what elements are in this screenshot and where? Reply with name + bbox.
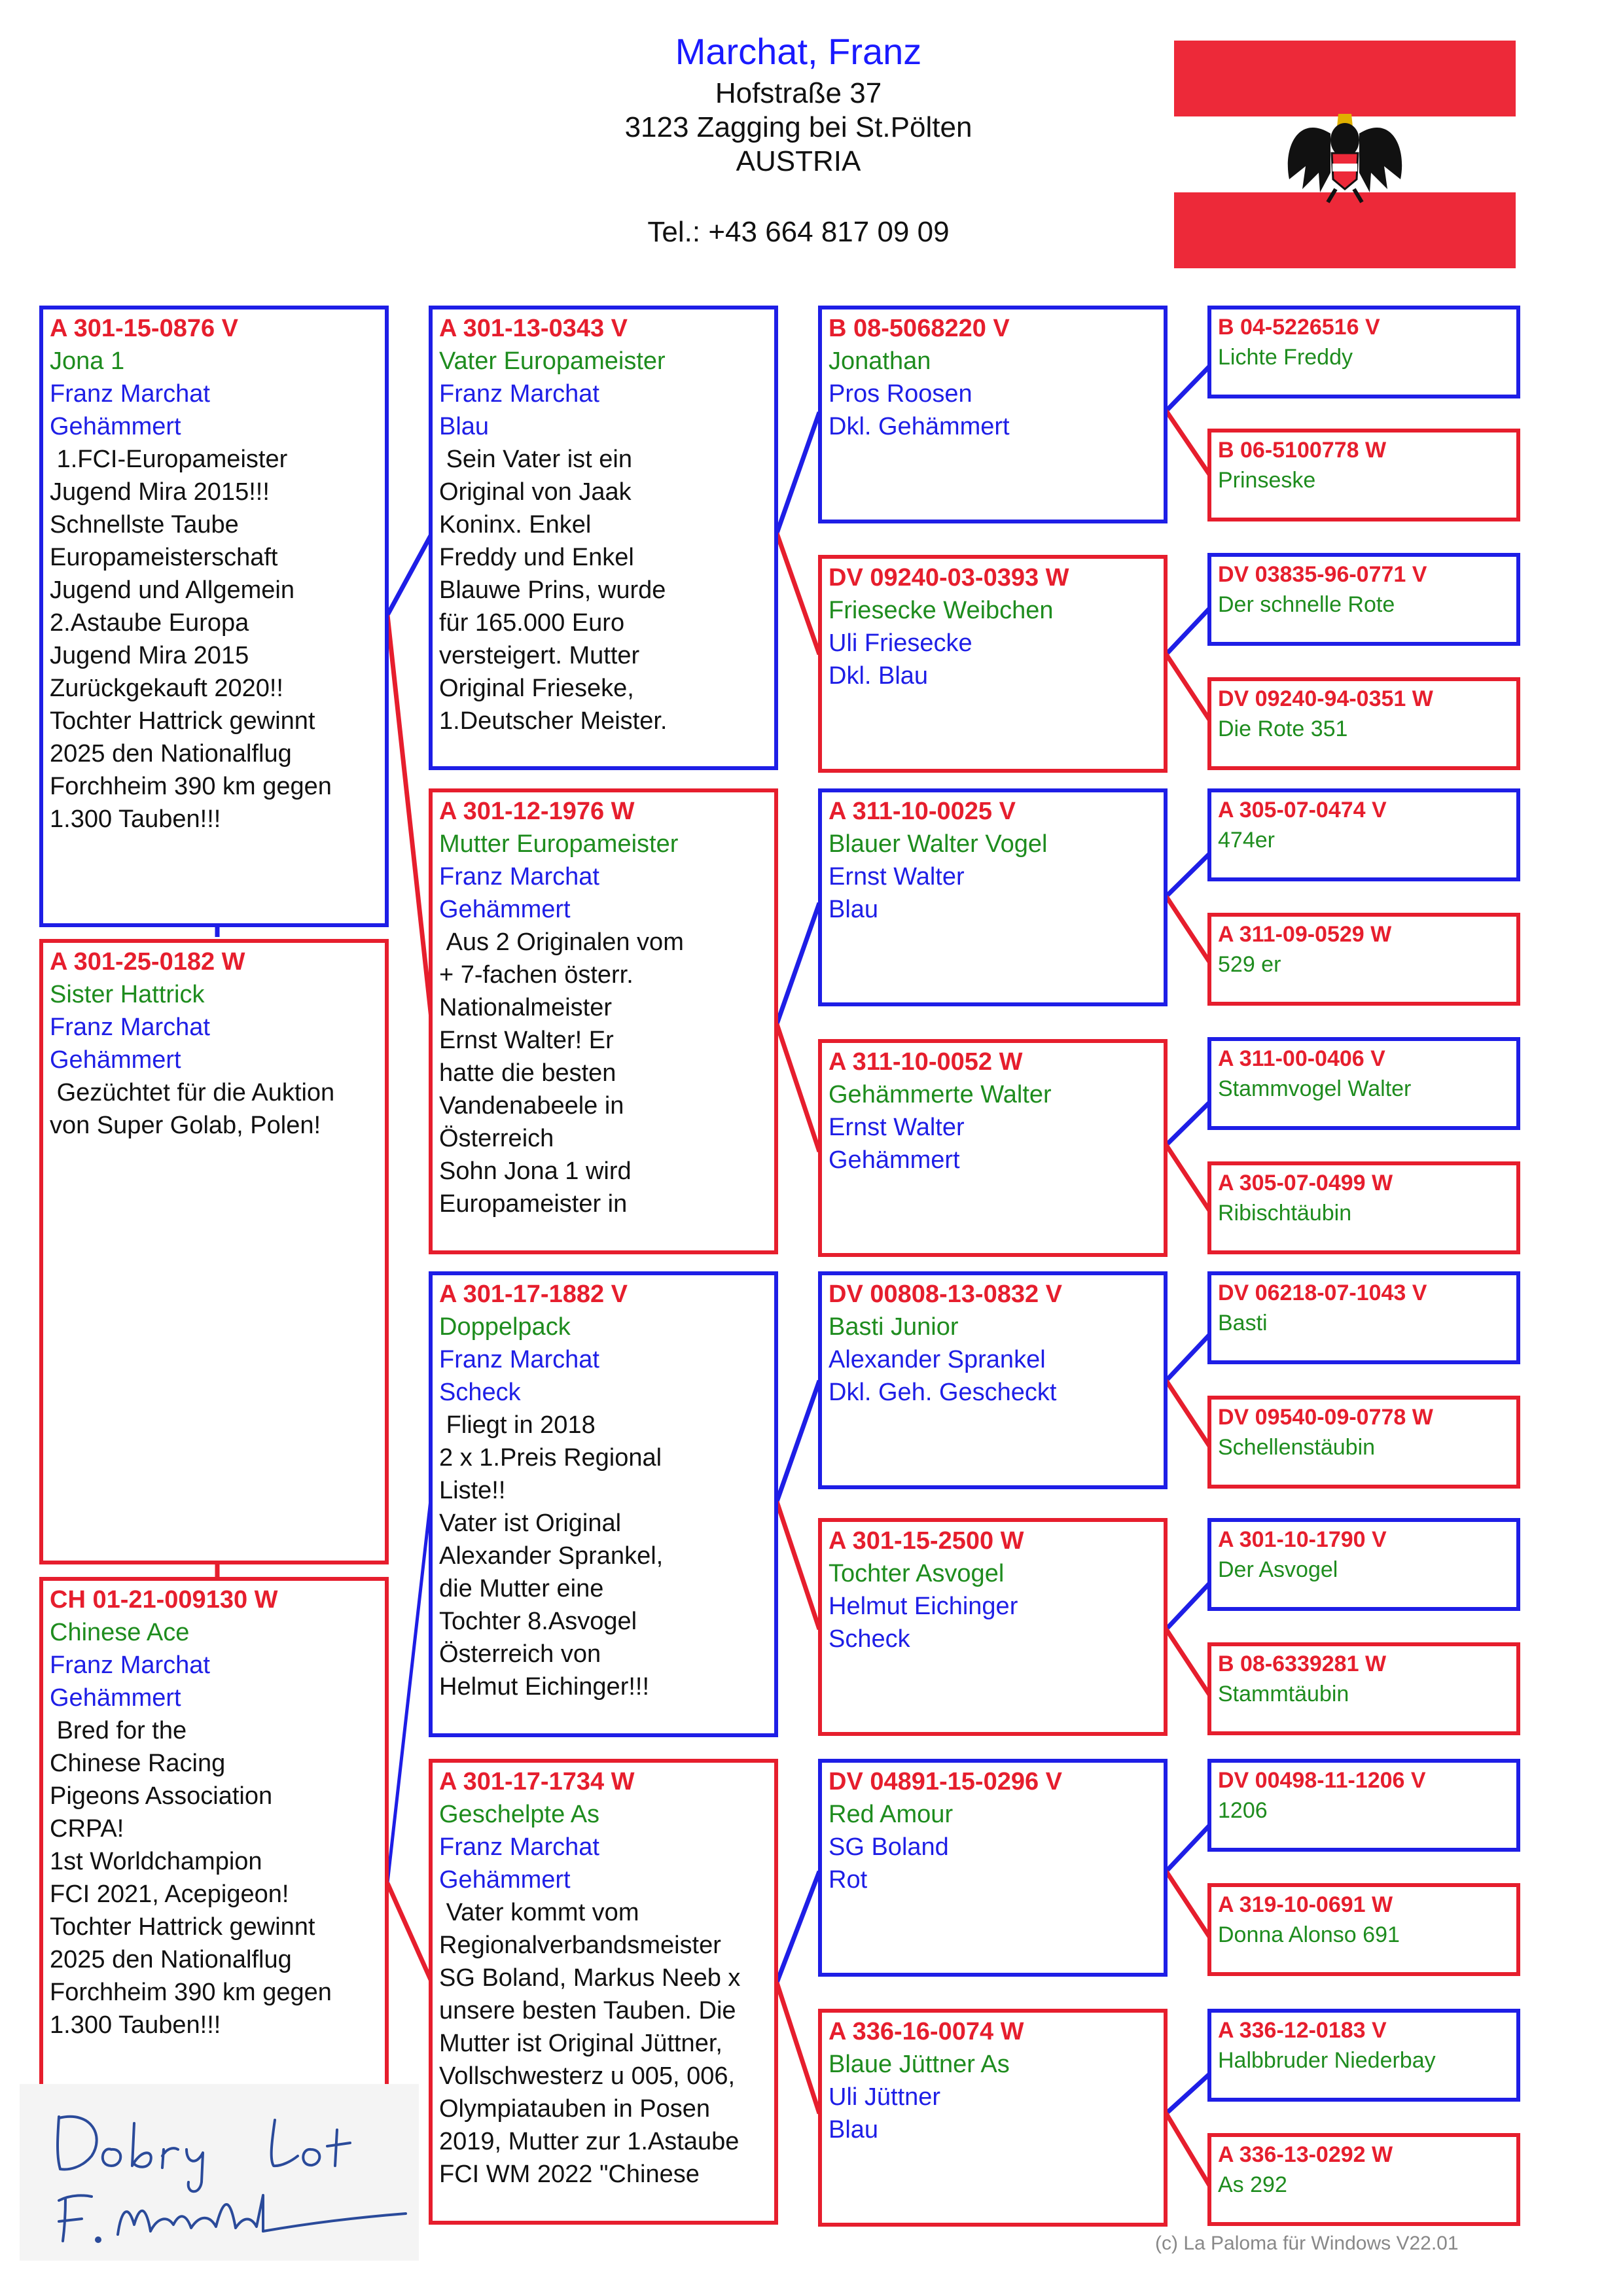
pigeon-card-father-2[interactable] bbox=[429, 1271, 778, 1737]
ring-number: DV 06218-07-1043 V bbox=[1218, 1280, 1427, 1305]
ring-number: A 311-10-0025 V bbox=[829, 798, 1016, 825]
pigeon-card-ggp-10[interactable] bbox=[1207, 1396, 1520, 1489]
pigeon-name: Basti Junior bbox=[829, 1313, 959, 1341]
pigeon-name: Doppelpack bbox=[439, 1313, 571, 1341]
pigeon-card-ggp-12[interactable] bbox=[1207, 1642, 1520, 1735]
pigeon-card-gf-4[interactable] bbox=[818, 1759, 1168, 1977]
pigeon-color: Gehämmert bbox=[50, 1684, 181, 1712]
breeder: Ernst Walter bbox=[829, 863, 965, 891]
ring-number: A 301-17-1734 W bbox=[439, 1768, 635, 1795]
pigeon-info: Bred for the Chinese Racing Pigeons Association CRPA! 1st Worldchampion FCI 2021, Acepigeon! Tochter Hattrick gewinnt 2025 den Nationalflug Forchheim 390 km gegen 1.300 Tauben!!! bbox=[50, 1717, 332, 2039]
pigeon-name: Ribischtäubin bbox=[1218, 1201, 1352, 1226]
ring-number: A 311-09-0529 W bbox=[1218, 922, 1392, 947]
ring-number: A 305-07-0474 V bbox=[1218, 798, 1387, 822]
pigeon-name: Sister Hattrick bbox=[50, 981, 205, 1008]
pigeon-card-ggp-4[interactable] bbox=[1207, 677, 1520, 770]
ring-number: DV 09540-09-0778 W bbox=[1218, 1405, 1433, 1430]
pigeon-card-ggp-11[interactable] bbox=[1207, 1518, 1520, 1611]
pigeon-card-subject-1[interactable] bbox=[39, 306, 389, 927]
pigeon-name: Schellenstäubin bbox=[1218, 1435, 1376, 1460]
ring-number: CH 01-21-009130 W bbox=[50, 1586, 278, 1614]
pigeon-color: Dkl. Geh. Gescheckt bbox=[829, 1379, 1057, 1406]
ring-number: DV 00808-13-0832 V bbox=[829, 1280, 1063, 1308]
breeder: Franz Marchat bbox=[439, 1833, 599, 1861]
pigeon-card-mother[interactable] bbox=[429, 788, 778, 1254]
breeder: Helmut Eichinger bbox=[829, 1593, 1018, 1620]
pigeon-name: Die Rote 351 bbox=[1218, 716, 1348, 741]
pigeon-name: Basti bbox=[1218, 1311, 1268, 1335]
breeder: Franz Marchat bbox=[439, 863, 599, 891]
pigeon-color: Dkl. Gehämmert bbox=[829, 413, 1010, 440]
pigeon-card-mother-2[interactable] bbox=[429, 1759, 778, 2225]
pigeon-name: 529 er bbox=[1218, 952, 1281, 977]
pigeon-name: Tochter Asvogel bbox=[829, 1560, 1005, 1587]
ring-number: A 336-12-0183 V bbox=[1218, 2018, 1387, 2043]
breeder: Franz Marchat bbox=[439, 380, 599, 408]
breeder: Ernst Walter bbox=[829, 1114, 965, 1141]
breeder: Uli Friesecke bbox=[829, 629, 972, 657]
pigeon-info: 1.FCI-Europameister Jugend Mira 2015!!! Schnellste Taube Europameisterschaft Jugend und Allgemein 2.Astaube Europa Jugend Mira 2015 Zurückgekauft 2020!! Tochter Hattrick gewinnt 2025 den Nationalflug Forchheim 390 km gegen 1.300 Tauben!!! bbox=[50, 446, 332, 833]
pigeon-card-ggp-3[interactable] bbox=[1207, 553, 1520, 646]
ring-number: A 311-10-0052 W bbox=[829, 1048, 1023, 1076]
pigeon-color: Dkl. Blau bbox=[829, 662, 929, 690]
ring-number: DV 04891-15-0296 V bbox=[829, 1768, 1063, 1795]
pigeon-color: Scheck bbox=[439, 1379, 521, 1406]
pigeon-color: Gehämmert bbox=[439, 1866, 571, 1894]
pigeon-color: Blau bbox=[439, 413, 490, 440]
pigeon-info: Fliegt in 2018 2 x 1.Preis Regional Liste!! Vater ist Original Alexander Sprankel, die Mutter eine Tochter 8.Asvogel Österreich von Helmut Eichinger!!! bbox=[439, 1411, 664, 1701]
ring-number: A 301-10-1790 V bbox=[1218, 1527, 1387, 1552]
pigeon-card-gf-1[interactable] bbox=[818, 306, 1168, 523]
pigeon-color: Scheck bbox=[829, 1625, 910, 1653]
pigeon-info: Aus 2 Originalen vom + 7-fachen österr. Nationalmeister Ernst Walter! Er hatte die besten Vandenabeele in Österreich Sohn Jona 1 wird Europameister in bbox=[439, 928, 684, 1218]
pigeon-info: Sein Vater ist ein Original von Jaak Koninx. Enkel Freddy und Enkel Blauwe Prins, wurde für 165.000 Euro versteigert. Mutter Original Frieseke, 1.Deutscher Meister. bbox=[439, 446, 668, 735]
pigeon-card-ggp-8[interactable] bbox=[1207, 1161, 1520, 1254]
ring-number: B 04-5226516 V bbox=[1218, 315, 1380, 340]
pigeon-name: Jonathan bbox=[829, 347, 931, 375]
pigeon-card-gm-4[interactable] bbox=[818, 2009, 1168, 2227]
pigeon-name: Der schnelle Rote bbox=[1218, 592, 1395, 617]
pigeon-color: Blau bbox=[829, 2116, 879, 2144]
ring-number: A 301-25-0182 W bbox=[50, 948, 245, 976]
pigeon-card-ggp-16[interactable] bbox=[1207, 2133, 1520, 2226]
pigeon-card-ggp-1[interactable] bbox=[1207, 306, 1520, 398]
pigeon-name: Red Amour bbox=[829, 1801, 954, 1828]
pigeon-name: Chinese Ace bbox=[50, 1619, 190, 1646]
pigeon-name: Blaue Jüttner As bbox=[829, 2051, 1010, 2078]
breeder: Uli Jüttner bbox=[829, 2083, 941, 2111]
pigeon-card-gm-3[interactable] bbox=[818, 1518, 1168, 1736]
owner-name: Marchat, Franz bbox=[675, 31, 922, 72]
pigeon-name: Donna Alonso 691 bbox=[1218, 1922, 1400, 1947]
pigeon-color: Gehämmert bbox=[439, 896, 571, 923]
pigeon-color: Blau bbox=[829, 896, 879, 923]
ring-number: A 305-07-0499 W bbox=[1218, 1171, 1393, 1195]
ring-number: B 08-6339281 W bbox=[1218, 1651, 1387, 1676]
ring-number: A 301-15-2500 W bbox=[829, 1527, 1024, 1555]
breeder: Pros Roosen bbox=[829, 380, 972, 408]
pigeon-name: Friesecke Weibchen bbox=[829, 597, 1054, 624]
pigeon-card-father[interactable] bbox=[429, 306, 778, 770]
pigeon-card-gf-2[interactable] bbox=[818, 788, 1168, 1006]
ring-number: A 301-17-1882 V bbox=[439, 1280, 628, 1308]
ring-number: B 08-5068220 V bbox=[829, 315, 1010, 342]
pigeon-color: Rot bbox=[829, 1866, 868, 1894]
pigeon-color: Gehämmert bbox=[829, 1146, 960, 1174]
breeder: Franz Marchat bbox=[439, 1346, 599, 1373]
copyright-notice: (c) La Paloma für Windows V22.01 bbox=[1155, 2233, 1459, 2254]
pigeon-name: As 292 bbox=[1218, 2172, 1287, 2197]
pigeon-name: Blauer Walter Vogel bbox=[829, 830, 1048, 858]
pigeon-name: Mutter Europameister bbox=[439, 830, 679, 858]
owner-phone: Tel.: +43 664 817 09 09 bbox=[647, 216, 950, 248]
breeder: SG Boland bbox=[829, 1833, 949, 1861]
pigeon-name: Jona 1 bbox=[50, 347, 125, 375]
ring-number: DV 09240-94-0351 W bbox=[1218, 686, 1433, 711]
pigeon-name: 474er bbox=[1218, 828, 1275, 853]
ring-number: B 06-5100778 W bbox=[1218, 438, 1387, 463]
ring-number: A 336-16-0074 W bbox=[829, 2018, 1024, 2045]
pigeon-name: Stammvogel Walter bbox=[1218, 1076, 1412, 1101]
pigeon-name: Stammtäubin bbox=[1218, 1682, 1349, 1706]
pigeon-name: Geschelpte As bbox=[439, 1801, 600, 1828]
pigeon-card-ggp-2[interactable] bbox=[1207, 429, 1520, 521]
pigeon-card-gm-2[interactable] bbox=[818, 1039, 1168, 1257]
pigeon-color: Gehämmert bbox=[50, 413, 181, 440]
pigeon-card-ggp-15[interactable] bbox=[1207, 2009, 1520, 2102]
pigeon-info: Gezüchtet für die Auktion von Super Golab, Polen! bbox=[50, 1079, 335, 1139]
pigeon-card-ggp-14[interactable] bbox=[1207, 1883, 1520, 1976]
ring-number: A 319-10-0691 W bbox=[1218, 1892, 1393, 1917]
owner-country: AUSTRIA bbox=[736, 145, 861, 177]
ring-number: A 301-15-0876 V bbox=[50, 315, 239, 342]
pigeon-name: Lichte Freddy bbox=[1218, 345, 1353, 370]
handwritten-signature bbox=[20, 2084, 419, 2261]
pigeon-card-subject-2[interactable] bbox=[39, 939, 389, 1564]
breeder: Franz Marchat bbox=[50, 380, 210, 408]
ring-number: A 336-13-0292 W bbox=[1218, 2142, 1393, 2167]
pigeon-card-ggp-9[interactable] bbox=[1207, 1271, 1520, 1364]
breeder: Franz Marchat bbox=[50, 1651, 210, 1679]
ring-number: A 301-13-0343 V bbox=[439, 315, 628, 342]
pigeon-info: Vater kommt vom Regionalverbandsmeister SG Boland, Markus Neeb x unsere besten Tauben. Die Mutter ist Original Jüttner, Vollschwesterz u 005, 006, Olympiatauben in Posen 2019, Mutter zur 1.Astaube FCI WM 2022 "Chinese bbox=[439, 1899, 741, 2188]
pigeon-name: Gehämmerte Walter bbox=[829, 1081, 1052, 1108]
pigeon-card-gm-1[interactable] bbox=[818, 555, 1168, 773]
ring-number: A 311-00-0406 V bbox=[1218, 1046, 1385, 1071]
ring-number: DV 00498-11-1206 V bbox=[1218, 1768, 1426, 1793]
pigeon-card-ggp-7[interactable] bbox=[1207, 1037, 1520, 1130]
pigeon-card-gf-3[interactable] bbox=[818, 1271, 1168, 1489]
pigeon-name: Vater Europameister bbox=[439, 347, 666, 375]
owner-city: 3123 Zagging bei St.Pölten bbox=[624, 111, 972, 143]
ring-number: DV 09240-03-0393 W bbox=[829, 564, 1069, 592]
breeder: Alexander Sprankel bbox=[829, 1346, 1046, 1373]
pigeon-card-ggp-6[interactable] bbox=[1207, 913, 1520, 1006]
pigeon-name: 1206 bbox=[1218, 1798, 1268, 1823]
pigeon-name: Prinseske bbox=[1218, 468, 1316, 493]
breeder: Franz Marchat bbox=[50, 1014, 210, 1041]
owner-street: Hofstraße 37 bbox=[715, 77, 882, 109]
ring-number: A 301-12-1976 W bbox=[439, 798, 635, 825]
pigeon-color: Gehämmert bbox=[50, 1046, 181, 1074]
pigeon-card-ggp-5[interactable] bbox=[1207, 788, 1520, 881]
ring-number: DV 03835-96-0771 V bbox=[1218, 562, 1427, 587]
pigeon-name: Halbbruder Niederbay bbox=[1218, 2048, 1436, 2073]
pigeon-card-ggp-13[interactable] bbox=[1207, 1759, 1520, 1852]
pigeon-name: Der Asvogel bbox=[1218, 1557, 1338, 1582]
